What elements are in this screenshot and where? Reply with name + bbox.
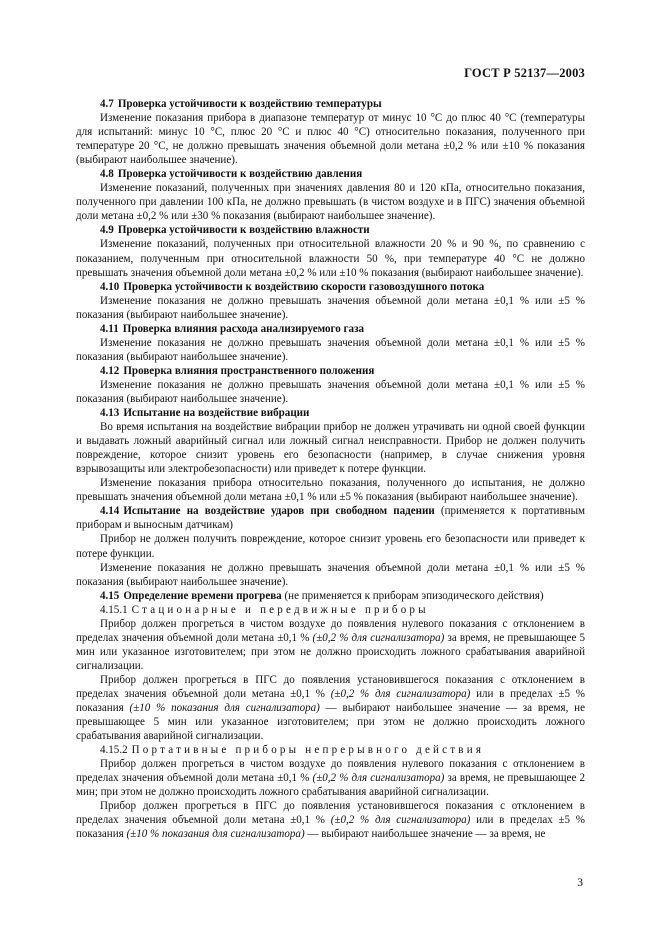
text-run: Прибор должен прогреться в чистом воздухе до появления нулевого показания с отклонением в пределах значения объемной доли метана ±0,1 % [76, 758, 585, 785]
subsection-title: Стационарные и передвижные приборы [131, 603, 429, 616]
paragraph: Прибор не должен получить повреждение, которое снизит уровень его безопасности или приведет к потере функции. [76, 533, 585, 560]
subsection-number: 4.15.2 [100, 744, 128, 757]
paragraph [76, 757, 585, 799]
text-run: — выбирают наибольшее значение — за время, не превышающее 5 мин или указанное изготовителем; при этом не должно происходить ложного срабатывания аварийной сигнализации. [76, 702, 585, 743]
section-heading [76, 364, 585, 378]
paragraph: Изменение показания не должно превышать значения объемной доли метана ±0,1 % или ±5 % показания (выбирают наибольшее значение). [76, 561, 585, 588]
section-title-note: (применяется к портативным приборам и выносным датчикам) [76, 505, 585, 532]
paragraph [76, 617, 585, 673]
section-title: Проверка устойчивости к воздействию скорости газовоздушного потока [123, 280, 485, 293]
paragraph: Изменение показаний, полученных при значениях давления 80 и 120 кПа, относительно показания, полученного при давлении 100 кПа, не должно превышать (в чистом воздухе и в ПГС) значения объемной доли метана ±0,2 % или ±30 % показания (выбирают наибольшее значение). [76, 182, 585, 223]
section-heading [76, 589, 585, 603]
section-heading [76, 504, 585, 532]
section-heading [76, 223, 585, 237]
italic-run: (±0,2 % для сигнализатора) [312, 772, 445, 785]
section-title: Проверка влияния пространственного положения [123, 364, 375, 377]
subsection-heading [76, 603, 585, 617]
subsection-number: 4.15.1 [100, 603, 128, 616]
paragraph: Во время испытания на воздействие вибрации прибор не должен утрачивать ни одной своей функции и выдавать ложный аварийный сигнал или ложный сигнал неисправности. Прибор не должен получить повреждение, которое снизит уровень его безопасности (например, в случае снижения уровня взрывозащиты или электробезопасности) или приведет к потере функции. [76, 421, 585, 476]
section-heading [76, 97, 585, 111]
italic-run: (±10 % показания для сигнализатора) [129, 702, 320, 715]
section-number: 4.11 [100, 322, 119, 335]
section-number: 4.8 [100, 168, 114, 181]
paragraph: Изменение показаний, полученных при относительной влажности 20 % и 90 %, по сравнению с показанием, полученным при относительной влажности 50 %, при температуре 40 °С не должно превышать значения объемной доли метана ±0,2 % или ±10 % показания (выбирают наибольшее значение). [76, 238, 585, 279]
section-number: 4.15 [100, 589, 120, 602]
subsection-title: Портативные приборы непрерывного действия [131, 744, 485, 757]
text-run: — выбирают наибольшее значение — за время, не [304, 828, 546, 841]
paragraph [76, 673, 585, 743]
standard-header: ГОСТ Р 52137—2003 [464, 66, 585, 80]
text-run: за время, не превышающее 5 мин или указанное изготовителем; при этом не должно происходить ложного срабатывания аварийной сигнализации. [76, 631, 586, 672]
paragraph: Изменение показания прибора относительно показания, полученного до испытания, не должно превышать значения объемной доли метана ±0,1 % или ±5 % показания (выбирают наибольшее значение). [76, 477, 585, 504]
section-title: Проверка устойчивости к воздействию влажности [117, 224, 370, 237]
section-heading [76, 406, 585, 420]
paragraph: Изменение показания прибора в диапазоне температур от минус 10 °С до плюс 40 °С (температуры для испытаний: минус 10 °С, плюс 20 °С и плюс 40 °С) относительно показания, полученного при температуре 20 °С, не должно превышать значения объемной доли метана ±0,2 % или ±10 % показания (выбирают наибольшее значение). [76, 112, 585, 167]
page-number: 3 [577, 877, 583, 889]
section-number: 4.10 [100, 280, 120, 293]
italic-run: (±10 % показания для сигнализатора) [126, 828, 305, 841]
italic-run: (±0,2 % для сигнализатора) [330, 687, 471, 700]
section-number: 4.13 [100, 407, 120, 420]
subsection-heading [76, 743, 585, 757]
text-run: Прибор должен прогреться в чистом воздухе до появления нулевого показания с отклонением в пределах значения объемной доли метана ±0,1 % [76, 617, 585, 644]
paragraph [76, 799, 585, 841]
text-run: Прибор должен прогреться в ПГС до появления установившегося показания с отклонением в пределах значения объемной доли метана ±0,1 % [76, 800, 585, 827]
text-run: или в пределах ±5 % показания [76, 814, 586, 841]
italic-run: (±0,2 % для сигнализатора) [312, 631, 445, 644]
section-title: Проверка устойчивости к воздействию температуры [117, 98, 382, 110]
section-number: 4.7 [100, 98, 114, 110]
section-heading [76, 167, 585, 181]
section-title: Определение времени прогрева [123, 589, 282, 602]
section-title: Проверка влияния расхода анализируемого газа [122, 322, 365, 335]
paragraph: Изменение показания не должно превышать значения объемной доли метана ±0,1 % или ±5 % показания (выбирают наибольшее значение). [76, 378, 585, 405]
section-number: 4.14 [100, 505, 120, 518]
text-run: или в пределах ±5 % показания [76, 687, 586, 715]
section-title: Проверка устойчивости к воздействию давления [117, 168, 363, 181]
italic-run: (±0,2 % для сигнализатора) [330, 814, 471, 827]
section-number: 4.9 [100, 224, 114, 237]
section-heading [76, 322, 585, 336]
section-heading [76, 280, 585, 294]
document-body [76, 97, 585, 841]
section-title: Испытание на воздействие ударов при свободном падении [123, 505, 435, 518]
text-run: Прибор должен прогреться в ПГС до появления установившегося показания с отклонением в пределах значения объемной доли метана ±0,1 % [76, 673, 585, 700]
section-title-note: (не применяется к приборам эпизодического действия) [281, 589, 544, 602]
paragraph: Изменение показания не должно превышать значения объемной доли метана ±0,1 % или ±5 % показания (выбирают наибольшее значение). [76, 294, 585, 321]
section-title: Испытание на воздействие вибрации [123, 407, 310, 420]
text-run: за время, не превышающее 2 мин; при этом не должно происходить ложного срабатывания аварийной сигнализации. [76, 772, 586, 799]
section-number: 4.12 [100, 364, 120, 377]
paragraph: Изменение показания не должно превышать значения объемной доли метана ±0,1 % или ±5 % показания (выбирают наибольшее значение). [76, 336, 585, 363]
